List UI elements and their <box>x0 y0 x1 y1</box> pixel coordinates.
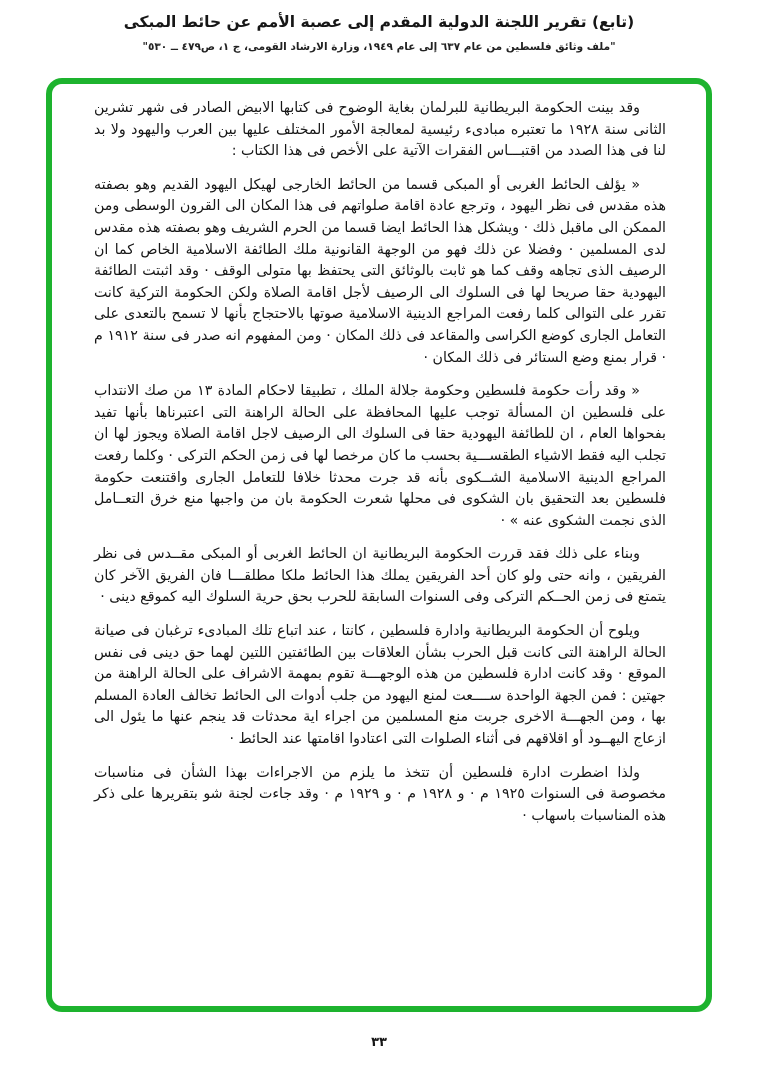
paragraph-measures-years: ولذا اضطرت ادارة فلسطين أن تتخذ ما يلزم من الاجراءات بهذا الشأن فى مناسبات مخصوصة فى السنوات ١٩٢٥ م · و ١٩٢٨ م · و ١٩٢٩ م · وقد جاءت لجنة شو بتقريرها على ذكر هذه المناسبات باسهاب · <box>94 764 667 824</box>
green-border-frame <box>46 78 712 1012</box>
page-footer <box>0 1031 758 1050</box>
paragraph-status-quo-policy: ويلوح أن الحكومة البريطانية وادارة فلسطين ، كانتا ، عند اتباع تلك المبادىء ترغبان فى صيانة الحالة الراهنة التى كانت قبل الحرب بشأن العلاقات بين الطائفتين اللتين لهما حق دينى فى نفس الموقع · وقد كانت ادارة فلسطين من هذه الوجهـــة تقوم بمهمة الاشراف على الحالة الراهنة من جهتين : فمن الجهة الواحدة ســــعت لمنع اليهود من جلب أدوات الى الحائط تخالف العادة المسلم بها ، ومن الجهـــة الاخرى جربت منع المسلمين من اجراء اية محدثات قد ينجم عنها ما يئول الى ازعاج اليهــود أو اقلاقهم فى أثناء الصلوات التى اعتادوا اقامتها عند الحائط · <box>94 623 666 748</box>
page-number: ٣٣ <box>371 1035 387 1050</box>
paragraph-quote-wall-description: « يؤلف الحائط الغربى أو المبكى قسما من الحائط الخارجى لهيكل اليهود القديم وهو بصفته هذه مقدس فى نظر اليهود ، وترجع عادة اقامة صلواتهم فى هذا المكان الى القرون الوسطى ومن الممكن الى ماقبل ذلك · ويشكل هذا الحائط ايضا قسما من الحرم الشريف وهو بصفته هذه مقدس لدى المسلمين · وفضلا عن ذلك فهو من الوجهة القانونية ملك الطائفة الاسلامية الخاص كما ان الرصيف الذى تجاهه وقف كما هو ثابت بالوثائق التى يحتفظ بها متولى الوقف · وقد اثبتت الطائفة اليهودية حقا صريحا لها فى السلوك الى الرصيف لأجل اقامة الصلاة ولكن الحكومة التركية كانت تقرر على التوالى كلما رفعت المراجع الدينية الاسلامية صوتها بالاحتجاج بأنها لا تسمح بالتعدى على التعامل الجارى كوضع الكراسى والمقاعد فى ذلك المكان · ومن المفهوم انه صدر فى سنة ١٩١٢ م · قرار بمنع وضع الستائر فى ذلك المكان · <box>94 176 666 366</box>
document-title: (تابع) تقرير اللجنة الدولية المقدم إلى عصبة الأمم عن حائط المبكى <box>123 13 635 31</box>
paragraph-quote-mandate-article13: « وقد رأت حكومة فلسطين وحكومة جلالة الملك ، تطبيقا لاحكام المادة ١٣ من صك الانتداب على فلسطين ان المسألة توجب عليها المحافظة على الحالة الراهنة التى اعتبرناها بأنها تفيد بفحواها العام ، ان للطائفة اليهودية حقا فى السلوك الى الرصيف لاجل اقامة الصلاة ويجوز لها ان تجلب اليه فقط الاشياء الطقســـية بحسب ما كان مرخصا لها فى زمن الحكم التركى · وكلما رفعت المراجع الدينية الاسلامية الشــكوى بأنه قد جرت محدثا خلافا للتعامل الجارى واقتنعت حكومة فلسطين بعد التحقيق بان الشكوى فى محلها شعرت الحكومة بان من واجبها منع خرق التعــامل الذى نجمت الشكوى عنه » · <box>94 383 666 529</box>
document-source-citation: "ملف وثائق فلسطين من عام ٦٣٧ إلى عام ١٩٤٩، وزارة الارشاد القومى، ج ١، ص٤٧٩ ــ ٥٣٠" <box>142 41 616 53</box>
page-header <box>0 0 758 53</box>
paragraph-intro: وقد بينت الحكومة البريطانية للبرلمان بغاية الوضوح فى كتابها الابيض الصادر فى شهر تشرين الثانى سنة ١٩٢٨ ما تعتبره مبادىء رئيسية لمعالجة الأمور المختلف عليها بين العرب واليهود ولا بد لنا فى هذا الصدد من اقتبـــاس الفقرات الآتية على الأخص فى هذا الكتاب : <box>94 100 666 160</box>
paragraph-british-decision: وبناء على ذلك فقد قررت الحكومة البريطانية ان الحائط الغربى أو المبكى مقــدس فى نظر الفريقين ، وانه حتى ولو كان أحد الفريقين يملك هذا الحائط ملكا مطلقـــا فان الفريق الآخر كان يتمتع فى زمن الحــكم التركى وفى السنوات السابقة للحرب بحق حرية السلوك اليه كموقع دينى · <box>94 546 666 606</box>
